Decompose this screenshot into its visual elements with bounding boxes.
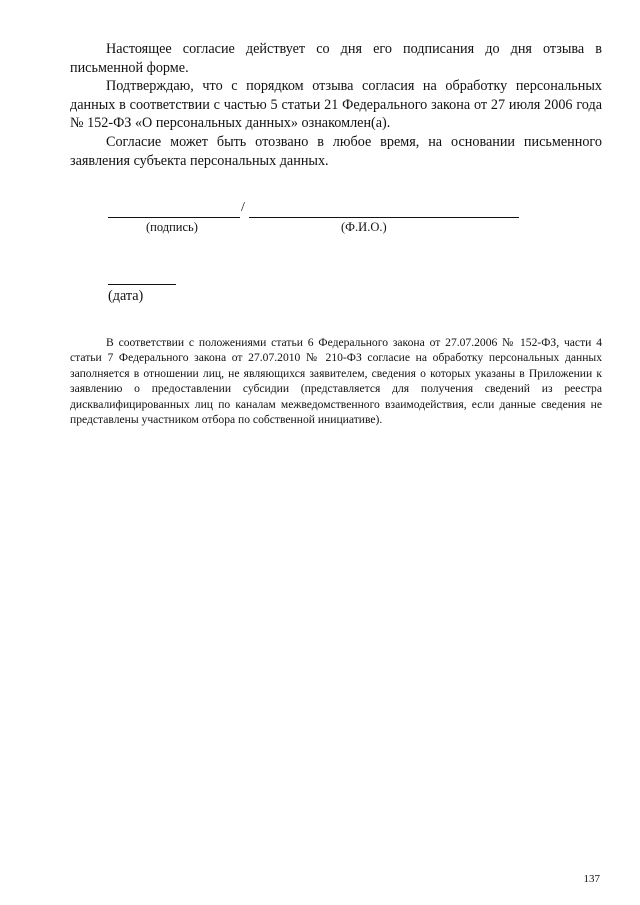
signature-caption: (подпись) xyxy=(146,220,198,234)
fio-line xyxy=(249,203,519,218)
paragraph-withdrawal-procedure: Подтверждаю, что с порядком отзыва согласия на обработку персональных данных в соответствии с частью 5 статьи 21 Федерального закона от 27 июля 2006 года № 152-ФЗ «О персональных данных» ознакомлен(а). xyxy=(70,78,602,132)
fio-caption: (Ф.И.О.) xyxy=(341,220,387,234)
signature-separator: / xyxy=(241,200,245,215)
date-caption: (дата) xyxy=(108,288,144,304)
signature-line xyxy=(108,203,240,218)
paragraph-withdrawal-anytime: Согласие может быть отозвано в любое время, на основании письменного заявления субъекта персональных данных. xyxy=(70,133,602,169)
document-body xyxy=(70,40,602,170)
legal-note: В соответствии с положениями статьи 6 Федерального закона от 27.07.2006 № 152-ФЗ, части 4 статьи 7 Федерального закона от 27.07.2010 № 210-ФЗ согласие на обработку персональных данных заполняется в отношении лиц, не являющихся заявителем, сведения о которых указаны в Приложении к заявлению о предоставлении субсидии (представляется для получения сведений из реестра дисквалифицированных лиц по каналам межведомственного взаимодействия, если данные сведения не представлены участником отбора по собственной инициативе). xyxy=(70,336,602,427)
date-block xyxy=(108,270,176,305)
page-number: 137 xyxy=(583,873,600,885)
date-line xyxy=(108,270,176,285)
signature-block xyxy=(108,200,528,240)
paragraph-validity: Настоящее согласие действует со дня его подписания до дня отзыва в письменной форме. xyxy=(70,41,602,76)
